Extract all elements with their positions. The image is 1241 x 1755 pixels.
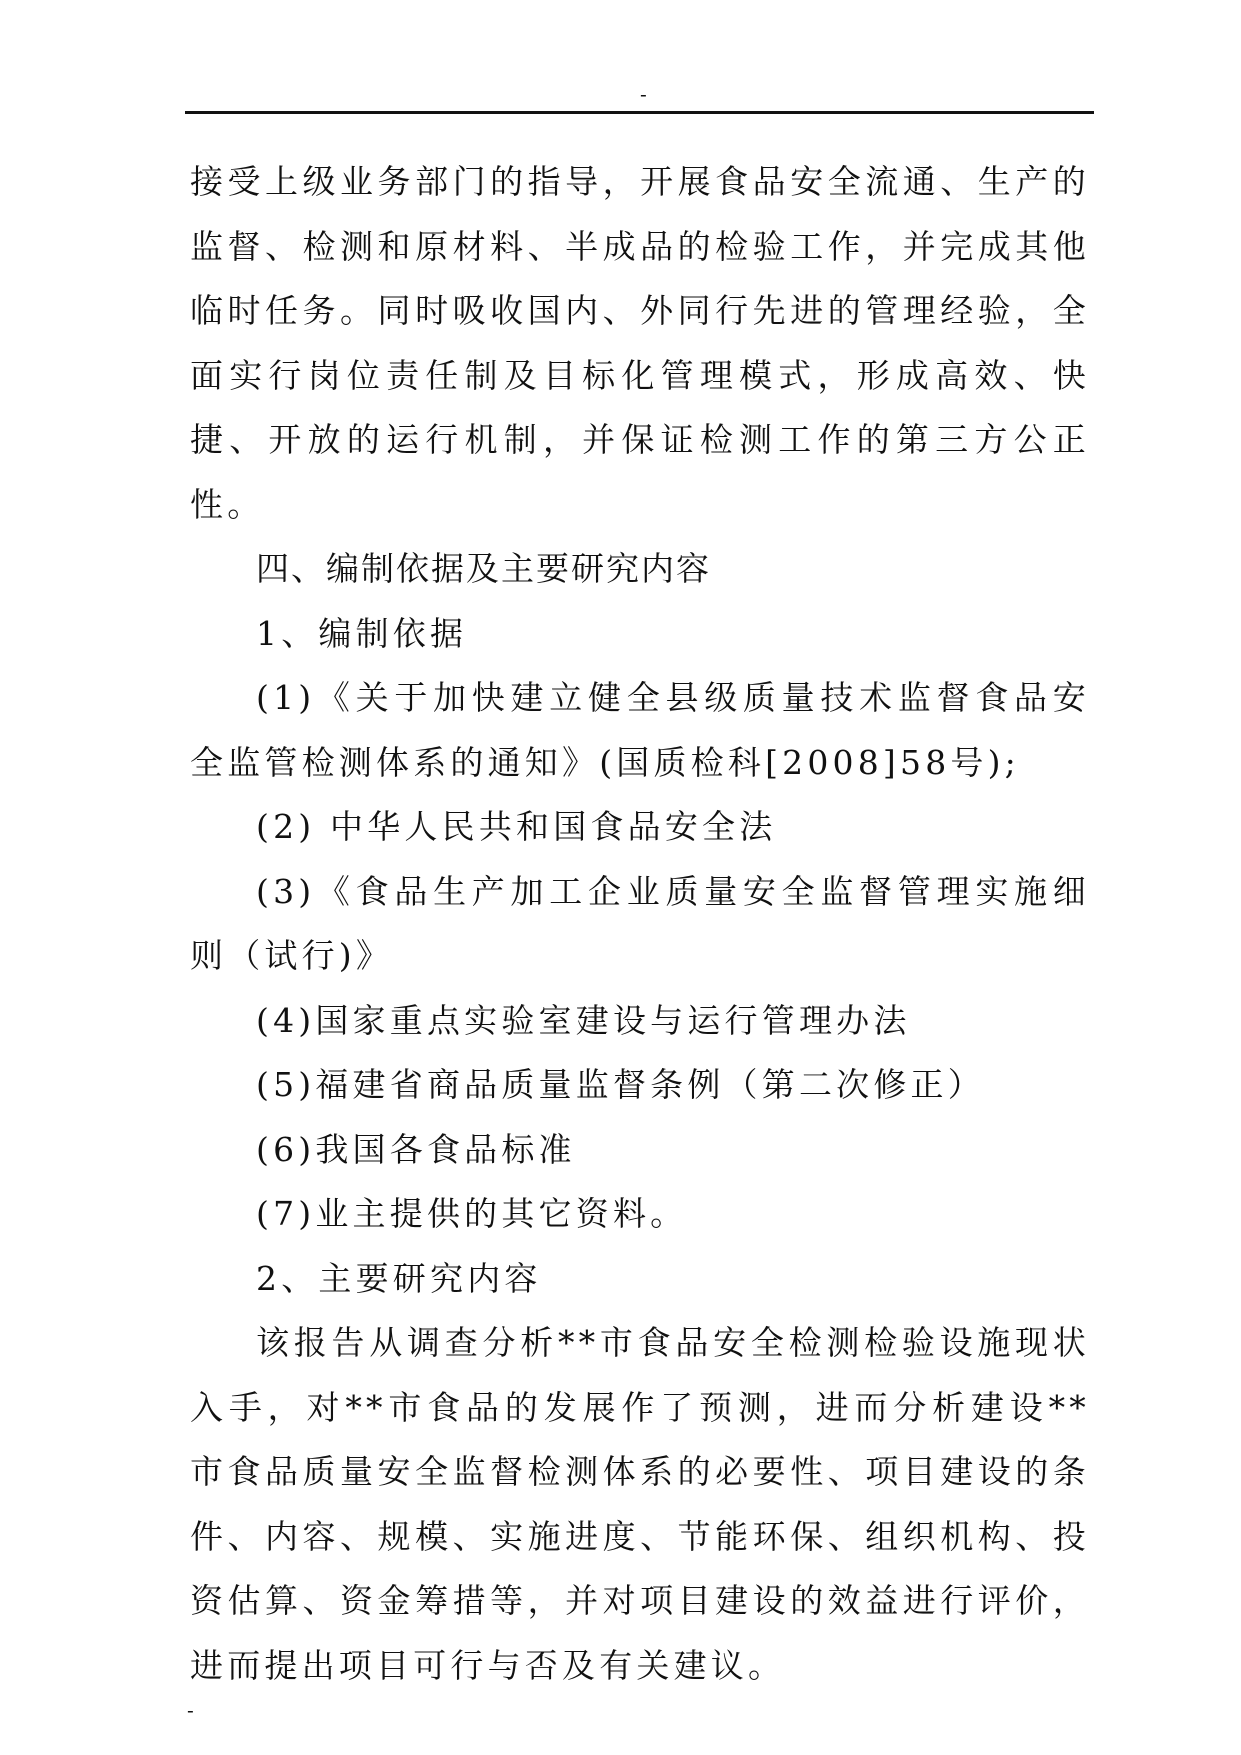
footer-mark: - bbox=[187, 1698, 194, 1722]
basis-item-1: (1)《关于加快建立健全县级质量技术监督食品安全监管检测体系的通知》(国质检科[2008]58号); bbox=[190, 678, 1090, 782]
basis-item-2: (2) 中华人民共和国食品安全法 bbox=[256, 807, 777, 846]
basis-item-4: (4)国家重点实验室建设与运行管理办法 bbox=[256, 1000, 911, 1040]
subheading-research: 2、主要研究内容 bbox=[256, 1258, 542, 1298]
subheading-basis: 1、编制依据 bbox=[256, 613, 468, 653]
basis-item-3: (3)《食品生产加工企业质量安全监督管理实施细则（试行)》 bbox=[190, 871, 1090, 975]
header-mark: - bbox=[640, 82, 647, 106]
paragraph-research-content: 该报告从调查分析**市食品安全检测检验设施现状入手，对**市食品的发展作了预测，进而分析建设**市食品质量安全监督检测体系的必要性、项目建设的条件、内容、规模、实施进度、节能环保、组织机构、投资估算、资金筹措等，并对项目建设的效益进行评价，进而提出项目可行与否及有关建议。 bbox=[190, 1323, 1090, 1685]
basis-item-7: (7)业主提供的其它资料。 bbox=[256, 1194, 688, 1233]
document-body bbox=[190, 150, 1090, 1698]
paragraph-duties: 接受上级业务部门的指导，开展食品安全流通、生产的监督、检测和原材料、半成品的检验工作，并完成其他临时任务。同时吸收国内、外同行先进的管理经验，全面实行岗位责任制及目标化管理模式，形成高效、快捷、开放的运行机制，并保证检测工作的第三方公正性。 bbox=[190, 162, 1090, 524]
basis-item-5: (5)福建省商品质量监督条例（第二次修正） bbox=[256, 1065, 985, 1104]
header-rule bbox=[185, 111, 1094, 114]
basis-item-6: (6)我国各食品标准 bbox=[256, 1129, 576, 1169]
section-heading-4: 四、编制依据及主要研究内容 bbox=[256, 549, 711, 588]
